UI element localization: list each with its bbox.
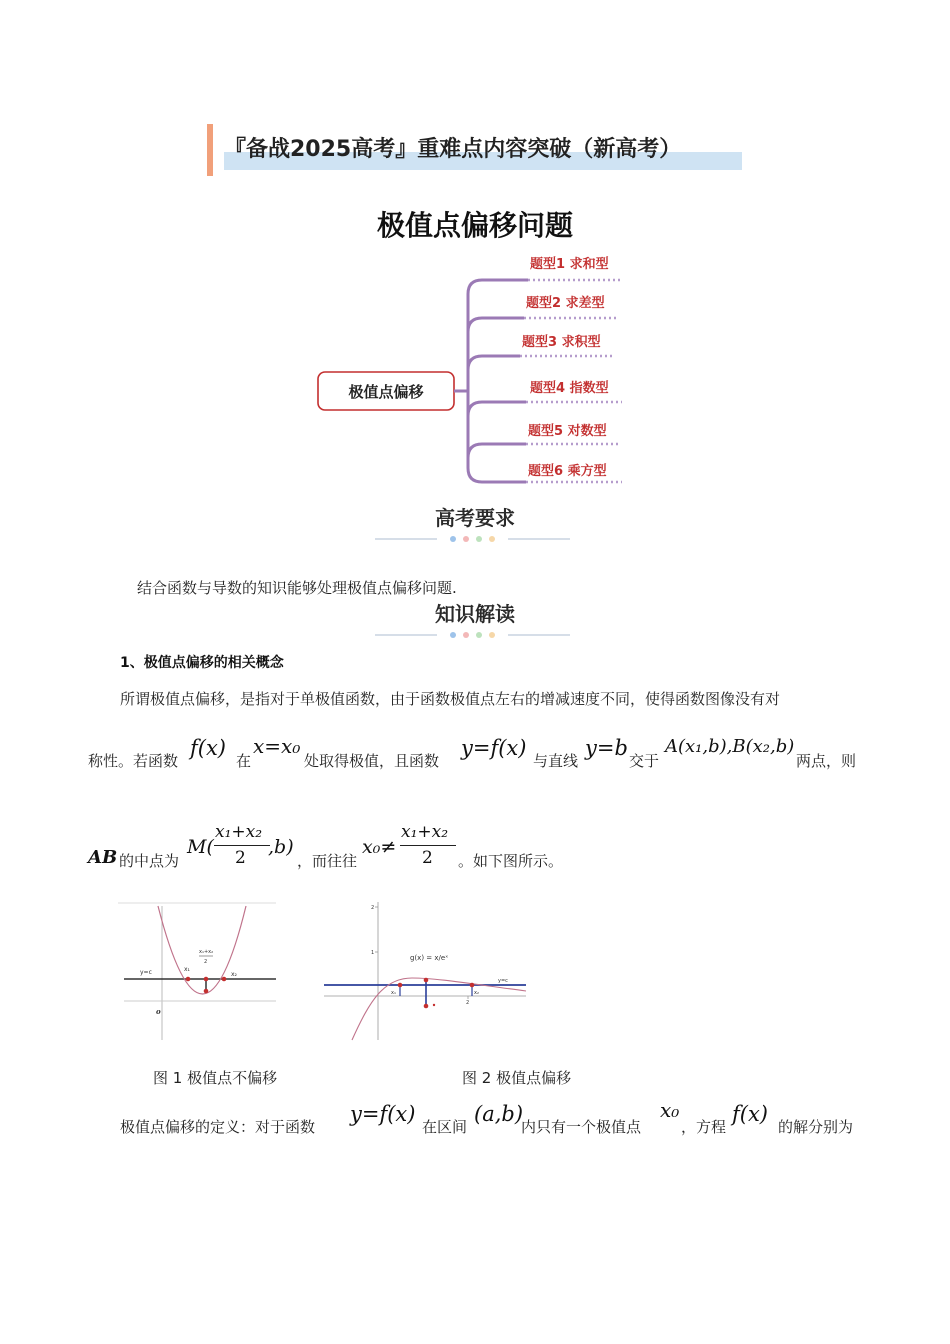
mindmap-branch-5: 题型5 对数型 [528,424,607,439]
section-divider [375,532,570,546]
mindmap-root-label: 极值点偏移 [348,383,424,401]
svg-text:1: 1 [371,950,375,956]
section-divider-2 [375,628,570,642]
fraction-1-bar [214,845,270,846]
math-x0-neq: x₀≠ [362,836,397,858]
svg-text:y=c: y=c [498,978,508,984]
math-fx: f(x) [190,736,227,760]
banner-accent-bar [207,124,213,176]
svg-text:x₁: x₁ [391,990,396,996]
fraction-2-denominator: 2 [422,848,433,868]
paragraph-1: 所谓极值点偏移，是指对于单极值函数，由于函数极值点左右的增减速度不同，使得函数图像没有对 [120,690,781,708]
mindmap-branch-4: 题型4 指数型 [530,381,609,396]
math-y-eq-fx-2: y=f(x) [350,1102,416,1126]
mindmap-diagram [300,246,640,496]
svg-text:y=c: y=c [140,969,152,976]
fraction-1-denominator: 2 [235,848,246,868]
math-ab: AB [88,847,118,868]
math-y-eq-b: y=b [585,736,628,760]
math-points-ab: A(x₁,b),B(x₂,b) [665,736,795,757]
svg-text:o: o [156,1007,161,1016]
math-x0: x₀ [660,1098,680,1122]
svg-text:2: 2 [466,1000,470,1006]
requirement-text: 结合函数与导数的知识能够处理极值点偏移问题. [137,579,457,597]
math-y-eq-fx: y=f(x) [461,736,527,760]
banner-title: 『备战2025高考』重难点内容突破（新高考） [224,137,682,162]
section-heading-requirements: 高考要求 [435,506,515,530]
fraction-2-numerator: x₁+x₂ [401,822,449,842]
fraction-1-numerator: x₁+x₂ [215,822,263,842]
figure-1-graph [118,902,278,1042]
mindmap-branch-6: 题型6 乘方型 [528,464,607,479]
subheading-concept: 1、极值点偏移的相关概念 [120,655,284,671]
svg-text:g(x) = x/eˣ: g(x) = x/eˣ [410,954,449,962]
mindmap-branch-1: 题型1 求和型 [530,257,609,272]
math-fx-2: f(x) [732,1102,769,1126]
section-heading-reading: 知识解读 [435,602,515,626]
figure-2-caption: 图 2 极值点偏移 [462,1069,572,1087]
svg-text:x₁: x₁ [184,966,190,973]
svg-text:2: 2 [204,959,208,965]
figure-1-caption: 图 1 极值点不偏移 [153,1069,278,1087]
mindmap-branch-2: 题型2 求差型 [526,296,605,311]
document-title: 极值点偏移问题 [376,209,573,242]
math-x-eq-x0: x=x₀ [253,734,301,758]
figure-2-graph [322,900,528,1042]
fraction-2-bar [400,845,456,846]
math-interval-ab: (a,b) [474,1102,524,1126]
svg-text:x₂: x₂ [231,971,237,978]
svg-text:x₂: x₂ [474,990,479,996]
svg-text:2: 2 [371,905,375,911]
mindmap-branch-3: 题型3 求积型 [522,335,601,350]
svg-text:x₁+x₂: x₁+x₂ [199,949,214,955]
